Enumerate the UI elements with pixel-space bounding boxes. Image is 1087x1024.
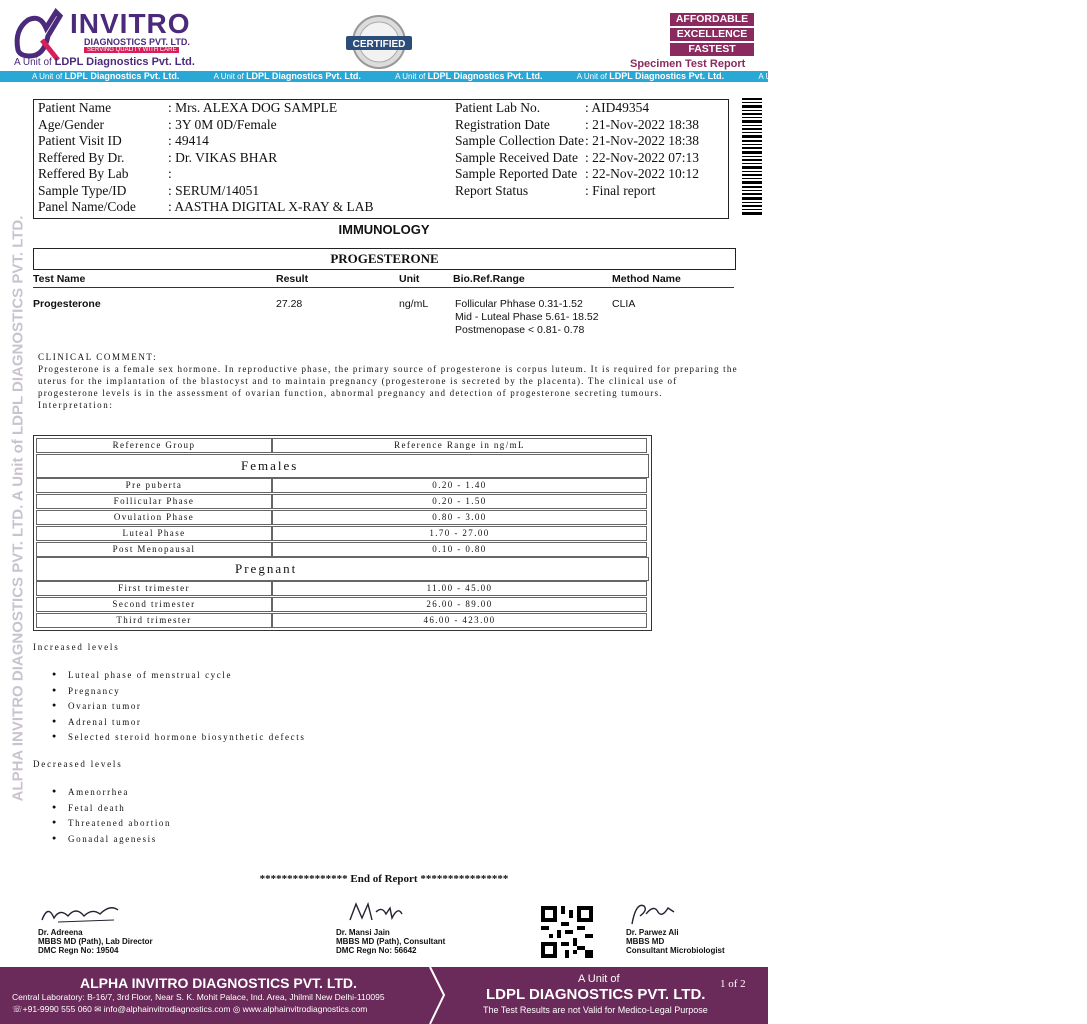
increased-item: ● Adrenal tumor [68,717,142,727]
ref-group: Follicular Phase [36,494,272,509]
panel-name-label: Panel Name/Code [38,199,136,214]
header-divider [33,287,734,288]
interpretation-title: Interpretation: [38,400,114,410]
footer-contact: ☏+91-9990 555 060 ✉ info@alphainvitrodiagnostics.com ◎ www.alphainvitrodiagnostics.com [12,1004,368,1014]
strip-item: A Unit of LDPL Diagnostics Pvt. Ltd. [939,71,1087,81]
panel-name-value: : AASTHA DIGITAL X-RAY & LAB [168,199,374,214]
qr-code-icon [541,906,593,958]
footer-company: ALPHA INVITRO DIAGNOSTICS PVT. LTD. [80,975,357,991]
strip-item: A Unit of LDPL Diagnostics Pvt. Ltd. [32,71,180,81]
test-title: PROGESTERONE [33,248,736,270]
decreased-item: ● Fetal death [68,803,125,813]
ref-group: Pre puberta [36,478,272,493]
badge-affordable: AFFORDABLE [670,13,754,26]
strip-item: A Unit of LDPL Diagnostics Pvt. Ltd. [213,71,361,81]
col-unit: Unit [399,273,420,285]
referred-lab-label: Reffered By Lab [38,166,129,181]
age-gender-value: : 3Y 0M 0D/Female [168,116,277,132]
brand-unit [14,56,195,68]
ref-group: Ovulation Phase [36,510,272,525]
signatory-3: Dr. Parwez Ali MBBS MD Consultant Microbiologist [626,928,725,955]
ref-range: 0.10 - 0.80 [272,542,647,557]
signatory-2: Dr. Mansi Jain MBBS MD (Path), Consultant DMC Regn No: 56642 [336,928,446,955]
footer-chevron-icon [430,967,450,1024]
increased-item: ● Luteal phase of menstrual cycle [68,670,232,680]
badge-fastest: FASTEST [670,43,754,56]
increased-levels-title: Increased levels [33,642,120,652]
comment-body: Progesterone is a female sex hormone. In reproductive phase, the primary source of progesterone is corpus luteum. It is required for preparing the uterus for the implantation of the blastocyst and to maintain pregnancy (progesterone is secreted by the placenta). The clinical use of progesterone levels is in the assessment of ovarian function, abnormal pregnancy and detection of progesterone secreting tumours. [38,364,738,398]
collection-date-label: Sample Collection Date [455,133,584,148]
result-method: CLIA [612,298,636,310]
referred-dr-value: : Dr. VIKAS BHAR [168,149,278,165]
reference-table [33,435,652,631]
signatory-1: Dr. Adreena MBBS MD (Path), Lab Director DMC Regn No: 19504 [38,928,153,955]
footer-bar [0,967,768,1024]
footer-unit-of: A Unit of [578,973,620,985]
brand-name: INVITRO [70,8,191,39]
ref-range: 0.20 - 1.40 [272,478,647,493]
ref-group: Third trimester [36,613,272,628]
visit-id-label: Patient Visit ID [38,133,122,148]
ref-group: Post Menopausal [36,542,272,557]
strip-item: A Unit of LDPL Diagnostics Pvt. Ltd. [395,71,543,81]
result-range-line: Mid - Luteal Phase 5.61- 18.52 [455,311,599,323]
referred-dr-label: Reffered By Dr. [38,149,125,165]
strip-item: A Unit of LDPL Diagnostics Pvt. Ltd. [758,71,906,81]
result-value: 27.28 [276,298,303,310]
col-method: Method Name [612,273,681,285]
department-title: IMMUNOLOGY [338,222,430,237]
certified-seal-icon [342,12,416,74]
col-test-name: Test Name [33,273,86,285]
report-status-value: : Final report [585,182,656,198]
ref-col-range: Reference Range in ng/mL [272,438,647,453]
received-date-value: : 22-Nov-2022 07:13 [585,149,699,165]
page-number: 1 of 2 [720,978,746,990]
seal-text: CERTIFIED [352,39,406,50]
col-result: Result [276,273,309,285]
report-status-label: Report Status [455,182,529,198]
strip-item: A Unit of LDPL Diagnostics Pvt. Ltd. [576,71,725,81]
ref-range: 0.80 - 3.00 [272,510,647,525]
signature-mansi-icon [346,898,406,926]
increased-item: ● Ovarian tumor [68,701,142,711]
patient-info-box [33,99,729,219]
age-gender-label: Age/Gender [38,116,104,132]
lab-no-label: Patient Lab No. [455,100,541,115]
ref-section-females: Females [36,454,649,478]
result-unit: ng/mL [399,298,429,310]
lab-no-value: : AID49354 [585,100,650,115]
ref-range: 11.00 - 45.00 [272,581,647,596]
increased-item: ● Selected steroid hormone biosynthetic defects [68,732,305,742]
sample-type-label: Sample Type/ID [38,182,127,198]
ref-range: 1.70 - 27.00 [272,526,647,541]
ref-range: 46.00 - 423.00 [272,613,647,628]
barcode-icon [742,98,762,216]
collection-date-value: : 21-Nov-2022 18:38 [585,133,699,148]
brand-tagline: SERVING QUALITY WITH CARE [84,47,179,53]
ref-group: Second trimester [36,597,272,612]
referred-lab-value: : [168,166,172,181]
result-range-line: Follicular Phhase 0.31-1.52 [455,298,583,310]
ref-range: 26.00 - 89.00 [272,597,647,612]
comment-title: CLINICAL COMMENT: [38,352,158,362]
increased-item: ● Pregnancy [68,686,120,696]
col-ref-range: Bio.Ref.Range [453,273,525,285]
decreased-levels-title: Decreased levels [33,759,123,769]
signature-parwez-icon [626,898,678,928]
footer-ldpl: LDPL DIAGNOSTICS PVT. LTD. [486,986,706,1003]
brand-unit-prefix: A Unit of [14,57,52,68]
brand-strip [0,71,1087,82]
brand-unit-name: LDPL Diagnostics Pvt. Ltd. [54,56,195,68]
footer-disclaimer: The Test Results are not Valid for Medico-Legal Purpose [483,1005,708,1015]
ref-group: Luteal Phase [36,526,272,541]
ref-group: First trimester [36,581,272,596]
patient-name-label: Patient Name [38,100,112,115]
decreased-item: ● Threatened abortion [68,818,171,828]
patient-name-value: : Mrs. ALEXA DOG SAMPLE [168,100,338,115]
specimen-label: Specimen Test Report [630,58,746,70]
result-test-name: Progesterone [33,298,101,310]
registration-date-label: Registration Date [455,116,550,132]
decreased-item: ● Gonadal agenesis [68,834,157,844]
ref-section-pregnant: Pregnant [36,557,649,581]
reported-date-value: : 22-Nov-2022 10:12 [585,166,699,181]
end-of-report: **************** End of Report **************** [259,873,509,885]
brand-sub: DIAGNOSTICS PVT. LTD. [84,37,190,47]
ref-col-group: Reference Group [36,438,272,453]
visit-id-value: : 49414 [168,133,209,148]
badge-excellence: EXCELLENCE [670,28,754,41]
sample-type-value: : SERUM/14051 [168,182,260,198]
registration-date-value: : 21-Nov-2022 18:38 [585,116,699,132]
clinical-comment [38,351,740,411]
signature-adreena-icon [38,898,122,926]
reported-date-label: Sample Reported Date [455,166,578,181]
ref-range: 0.20 - 1.50 [272,494,647,509]
result-range-line: Postmenopase < 0.81- 0.78 [455,324,585,336]
decreased-item: ● Amenorrhea [68,787,129,797]
received-date-label: Sample Received Date [455,149,578,165]
side-watermark: ALPHA INVITRO DIAGNOSTICS PVT. LTD. A Unit of LDPL DIAGNOSTICS PVT. LTD. [9,215,27,802]
footer-address: Central Laboratory: B-16/7, 3rd Floor, Near S. K. Mohit Palace, Ind. Area, Jhilmil New Delhi-110095 [12,992,385,1002]
